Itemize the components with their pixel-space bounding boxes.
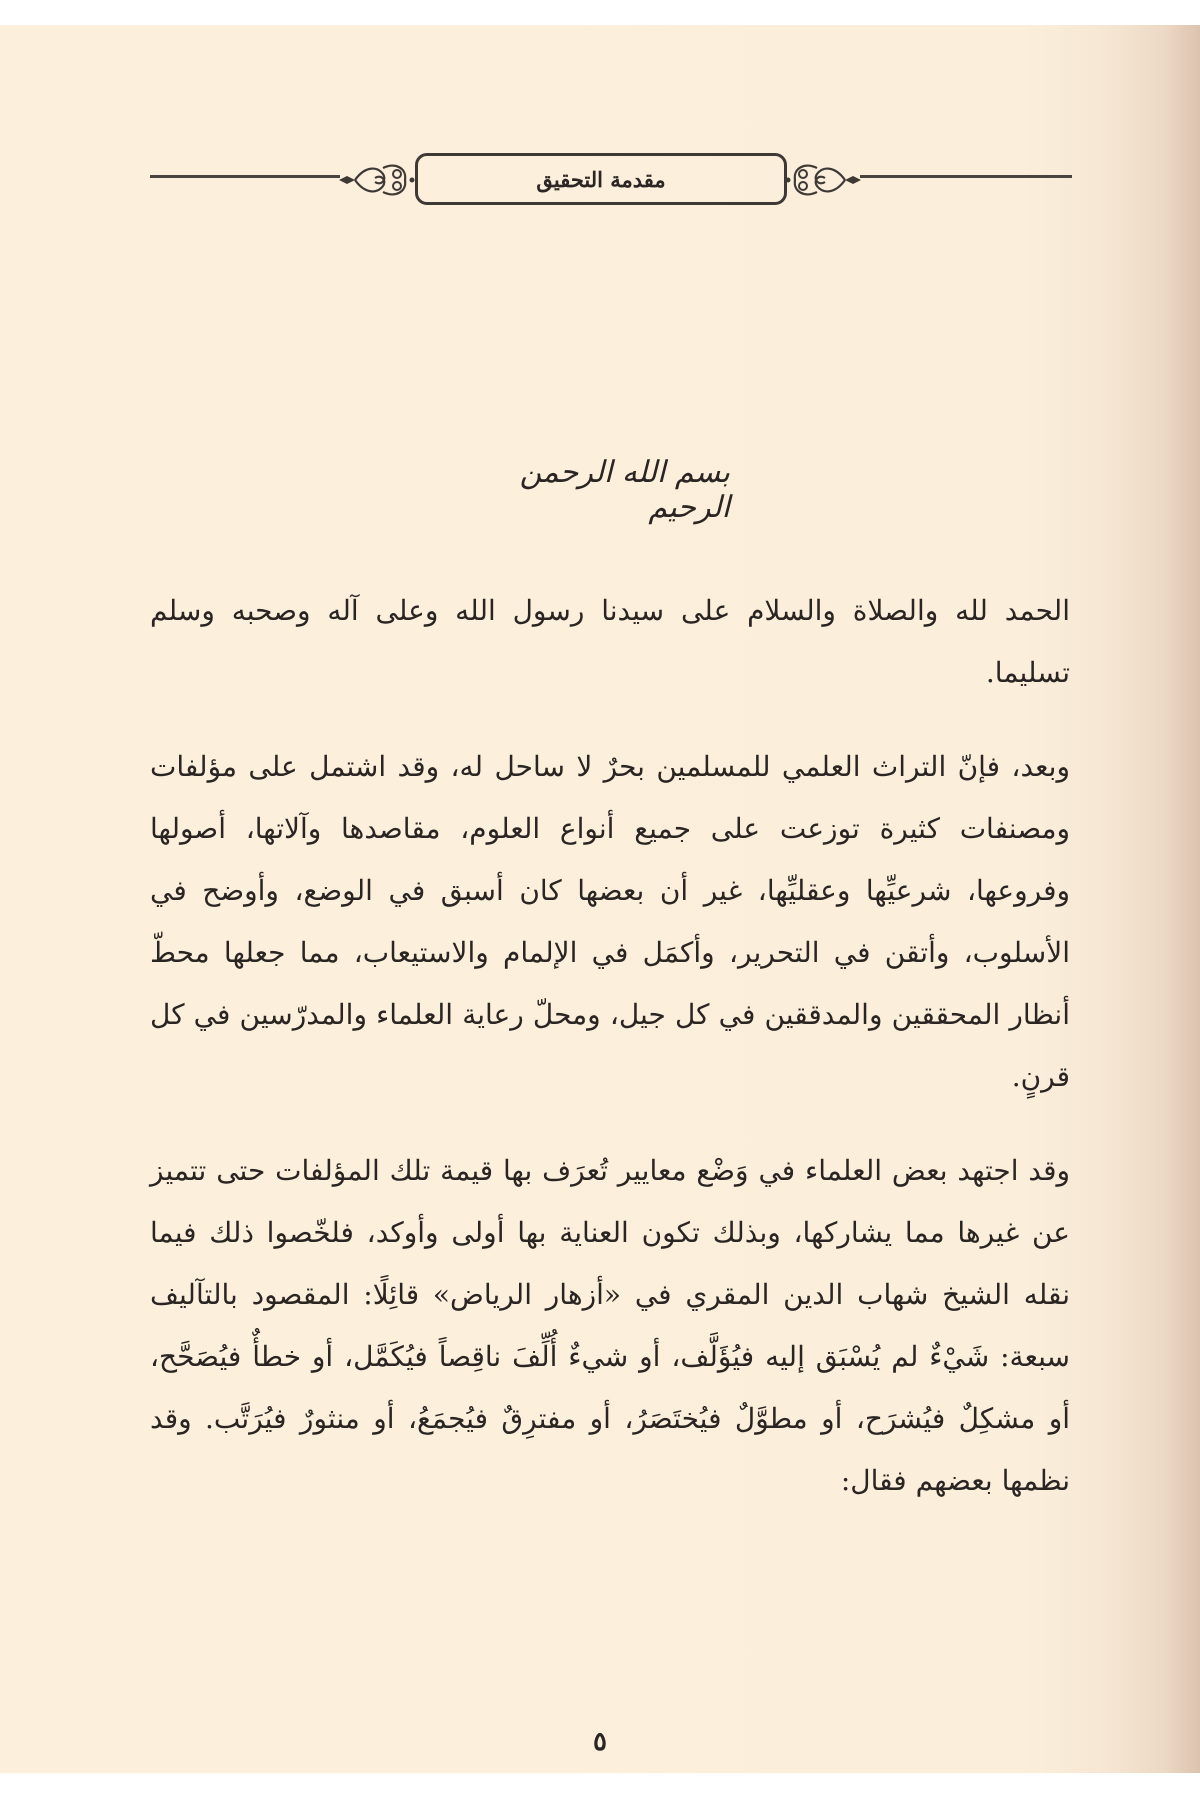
page-number: ٥ — [593, 1727, 607, 1757]
header-title-box — [415, 153, 787, 205]
paragraph-2: وبعد، فإنّ التراث العلمي للمسلمين بحرٌ لا ساحل له، وقد اشتمل على مؤلفات ومصنفات كثيرة توزعت على جميع أنواع العلوم، مقاصدها وآلاتها، أصولها وفروعها، شرعيِّها وعقليِّها، غير أن بعضها كان أسبق في الوضع، وأوضح في الأسلوب، وأتقن في التحرير، وأكمَل في الإلمام والاستيعاب، مما جعلها محطّ أنظار المحققين والمدققين في كل جيل، ومحلّ رعاية العلماء والمدرّسين في كل قرنٍ. — [150, 750, 1070, 1093]
header-rule-right — [860, 175, 1072, 178]
ornament-right-icon — [785, 158, 865, 202]
header-title: مقدمة التحقيق — [536, 166, 666, 192]
basmala-calligraphy: بسم الله الرحمن الرحيم — [519, 455, 730, 525]
paragraph-1: الحمد لله والصلاة والسلام على سيدنا رسول الله وعلى آله وصحبه وسلم تسليما. — [150, 594, 1070, 689]
ornament-left-icon — [335, 158, 415, 202]
body-text — [150, 580, 1070, 1512]
header-rule-left — [150, 175, 340, 178]
book-page — [0, 25, 1200, 1773]
paragraph-3: وقد اجتهد بعض العلماء في وَضْع معايير تُعرَف بها قيمة تلك المؤلفات حتى تتميز عن غيرها مما يشاركها، وبذلك تكون العناية بها أولى وأوكد، فلخّصوا ذلك فيما نقله الشيخ شهاب الدين المقري في «أزهار الرياض» قائِلًا: المقصود بالتآليف سبعة: شَيْءٌ لم يُسْبَق إليه فيُؤَلَّف، أو شيءٌ أُلِّفَ ناقِصاً فيُكَمَّل، أو خطأٌ فيُصَحَّح، أو مشكِلٌ فيُشرَح، أو مطوَّلٌ فيُختَصَرُ، أو مفترِقٌ فيُجمَعُ، أو منثورٌ فيُرَتَّب. وقد نظمها بعضهم فقال: — [150, 1154, 1070, 1497]
